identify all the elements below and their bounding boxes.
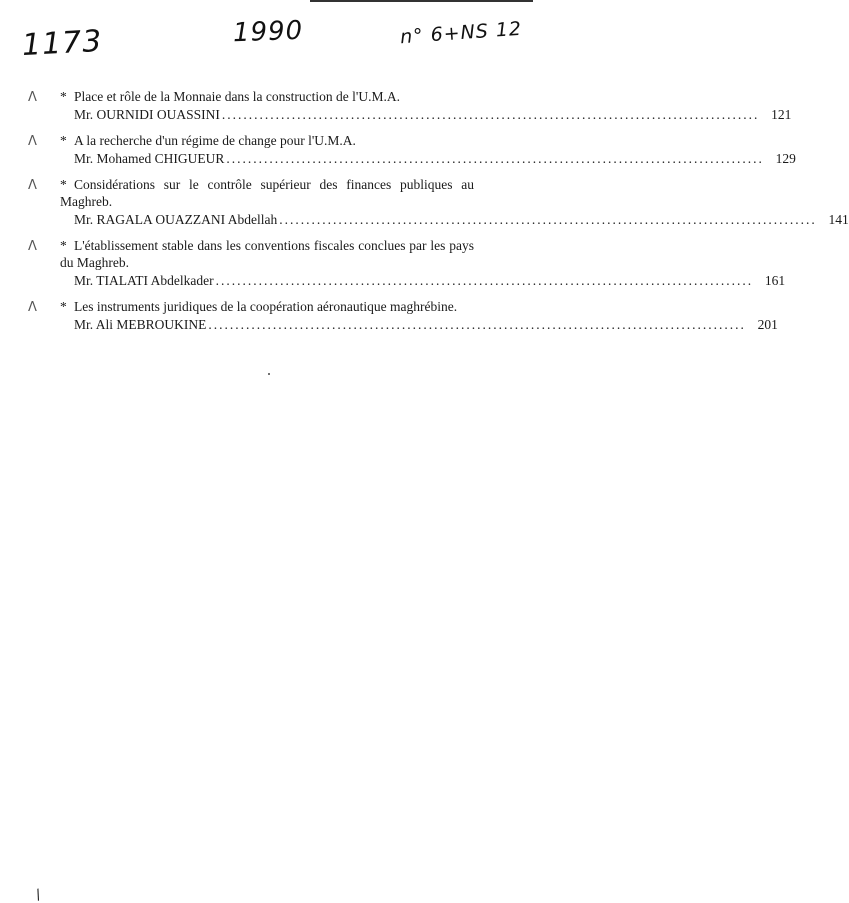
table-of-contents — [0, 88, 849, 341]
handwritten-year: 1990 — [232, 15, 304, 49]
scan-edge-line — [310, 0, 533, 2]
article-title-text: A la recherche d'un régime de change pour l'U.M.A. — [74, 133, 356, 148]
page-number: 129 — [775, 151, 796, 166]
author-line — [74, 272, 786, 289]
article-title-text: Considérations sur le contrôle supérieur des finances publiques au Maghreb. — [60, 177, 474, 209]
toc-entry — [0, 237, 786, 289]
dot-leader: .................................................................................................... — [215, 273, 754, 288]
toc-entry — [0, 298, 778, 333]
handwritten-number-left: 1173 — [21, 23, 104, 64]
article-title — [60, 237, 474, 271]
dot-leader: .................................................................................................... — [208, 317, 746, 332]
article-title-text: L'établissement stable dans les conventions fiscales conclues par les pays du Maghreb. — [60, 238, 474, 270]
article-title-text: Les instruments juridiques de la coopération aéronautique maghrébine. — [74, 299, 458, 314]
article-title — [60, 88, 474, 105]
pencil-check-icon: Λ — [28, 90, 37, 105]
pencil-check-icon: Λ — [28, 178, 37, 193]
author-line — [74, 316, 778, 333]
toc-entry — [0, 88, 792, 123]
handwritten-issue-note: n° 6+NS 12 — [399, 17, 523, 49]
toc-entry — [0, 132, 796, 167]
dot-leader: .................................................................................................... — [279, 212, 817, 227]
article-title — [60, 132, 474, 149]
asterisk-bullet: * — [60, 299, 67, 314]
author-line — [74, 211, 849, 228]
asterisk-bullet: * — [60, 133, 67, 148]
article-title — [60, 176, 474, 210]
toc-entry — [0, 176, 849, 228]
dot-leader: .................................................................................................... — [226, 151, 764, 166]
author-line — [74, 106, 792, 123]
pencil-stroke-icon: / — [33, 886, 44, 903]
pencil-check-icon: Λ — [28, 239, 37, 254]
article-author: Mr. TIALATI Abdelkader — [74, 273, 214, 288]
dot-leader: .................................................................................................... — [221, 107, 760, 122]
author-line — [74, 150, 796, 167]
article-author: Mr. OURNIDI OUASSINI — [74, 107, 220, 122]
article-title — [60, 298, 474, 315]
asterisk-bullet: * — [60, 238, 67, 253]
pencil-check-icon: Λ — [28, 134, 37, 149]
asterisk-bullet: * — [60, 89, 67, 104]
stray-dot — [268, 373, 270, 375]
page-number: 201 — [757, 317, 778, 332]
article-author: Mr. Ali MEBROUKINE — [74, 317, 207, 332]
article-author: Mr. RAGALA OUAZZANI Abdellah — [74, 212, 278, 227]
asterisk-bullet: * — [60, 177, 67, 192]
article-title-text: Place et rôle de la Monnaie dans la construction de l'U.M.A. — [74, 89, 400, 104]
page-number: 121 — [771, 107, 792, 122]
article-author: Mr. Mohamed CHIGUEUR — [74, 151, 225, 166]
pencil-check-icon: Λ — [28, 300, 37, 315]
page-number: 161 — [764, 273, 786, 288]
page-number: 141 — [828, 212, 849, 227]
